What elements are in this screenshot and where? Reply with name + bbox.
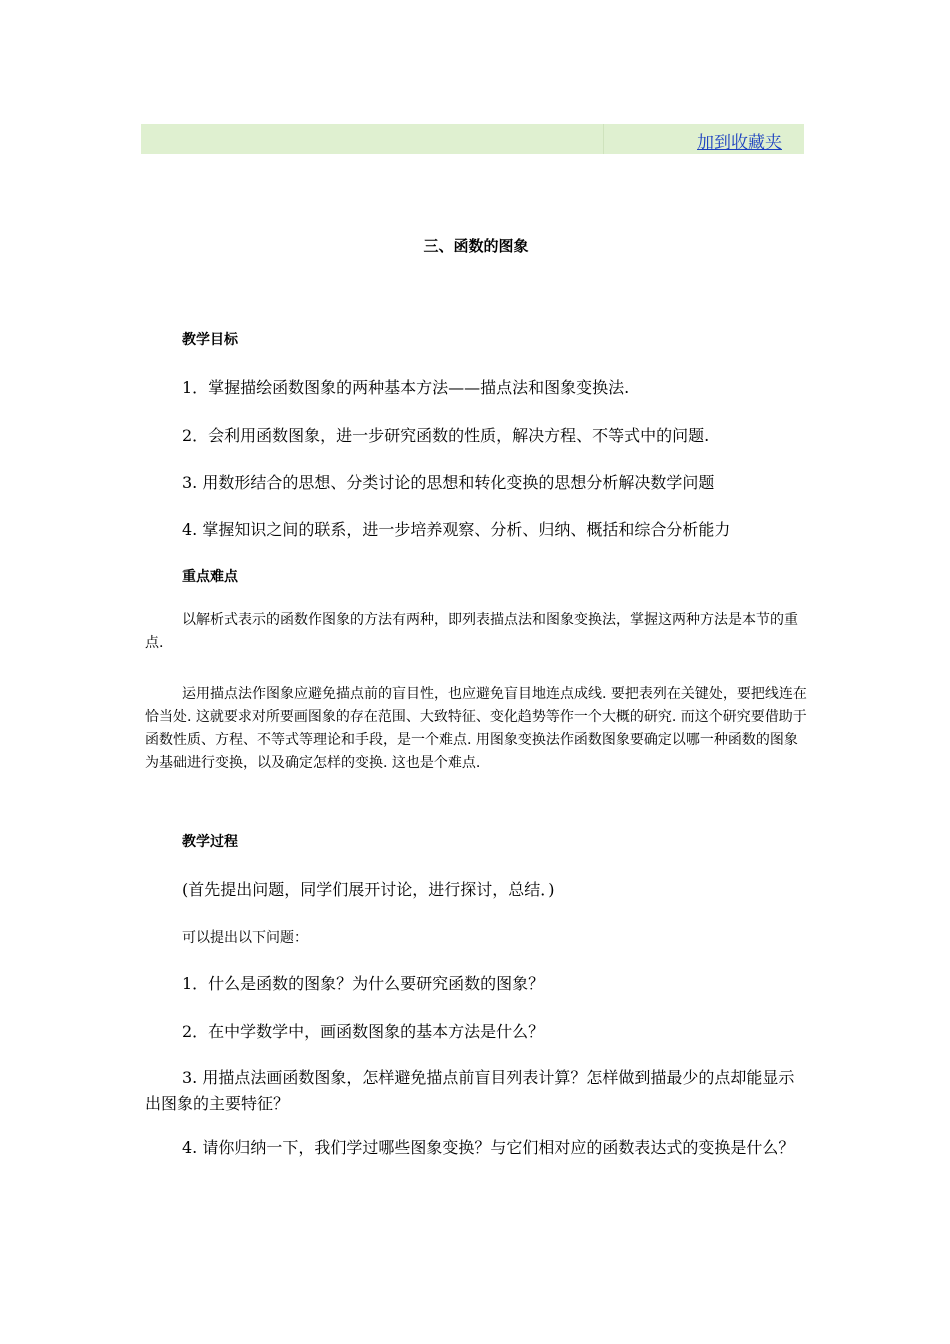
objectives-heading: 教学目标 — [182, 332, 238, 348]
objective-item: 3. 用数形结合的思想、分类讨论的思想和转化变换的思想分析解决数学问题 — [182, 473, 715, 492]
process-question: 3. 用描点法画函数图象，怎样避免描点前盲目列表计算？怎样做到描最少的点却能显示出图象的主要特征？ — [145, 1068, 795, 1113]
process-question: 4. 请你归纳一下，我们学过哪些图象变换？与它们相对应的函数表达式的变换是什么？ — [182, 1138, 795, 1157]
process-heading: 教学过程 — [182, 834, 238, 850]
key-points-paragraph: 以解析式表示的函数作图象的方法有两种，即列表描点法和图象变换法，掌握这两种方法是本节的重点. — [145, 612, 798, 651]
top-bar — [141, 124, 804, 154]
document-title: 三、函数的图象 — [423, 237, 529, 255]
objective-item: 4. 掌握知识之间的联系，进一步培养观察、分析、归纳、概括和综合分析能力 — [182, 520, 731, 539]
process-question: 2．在中学数学中，画函数图象的基本方法是什么？ — [182, 1022, 545, 1041]
key-points-heading: 重点难点 — [182, 569, 238, 585]
add-to-favorites-link[interactable]: 加到收藏夹 — [697, 133, 782, 153]
objective-item: 2．会利用函数图象，进一步研究函数的性质，解决方程、不等式中的问题. — [182, 426, 710, 445]
process-question: 1．什么是函数的图象？为什么要研究函数的图象？ — [182, 974, 545, 993]
key-points-paragraph: 运用描点法作图象应避免描点前的盲目性，也应避免盲目地连点成线. 要把表列在关键处，要把线连在恰当处. 这就要求对所要画图象的存在范围、大致特征、变化趋势等作一个大概的研究. 而这个研究要借助于函数性质、方程、不等式等理论和手段，是一个难点. 用图象变换法作函数图象要确定以哪一种函数的图象为基础进行变换，以及确定怎样的变换. 这也是个难点. — [145, 686, 807, 771]
process-intro: (首先提出问题，同学们展开讨论，进行探讨，总结．) — [182, 880, 555, 899]
process-prompt: 可以提出以下问题： — [182, 930, 308, 946]
objective-item: 1．掌握描绘函数图象的两种基本方法——描点法和图象变换法. — [182, 378, 630, 397]
top-bar-divider — [603, 124, 604, 154]
